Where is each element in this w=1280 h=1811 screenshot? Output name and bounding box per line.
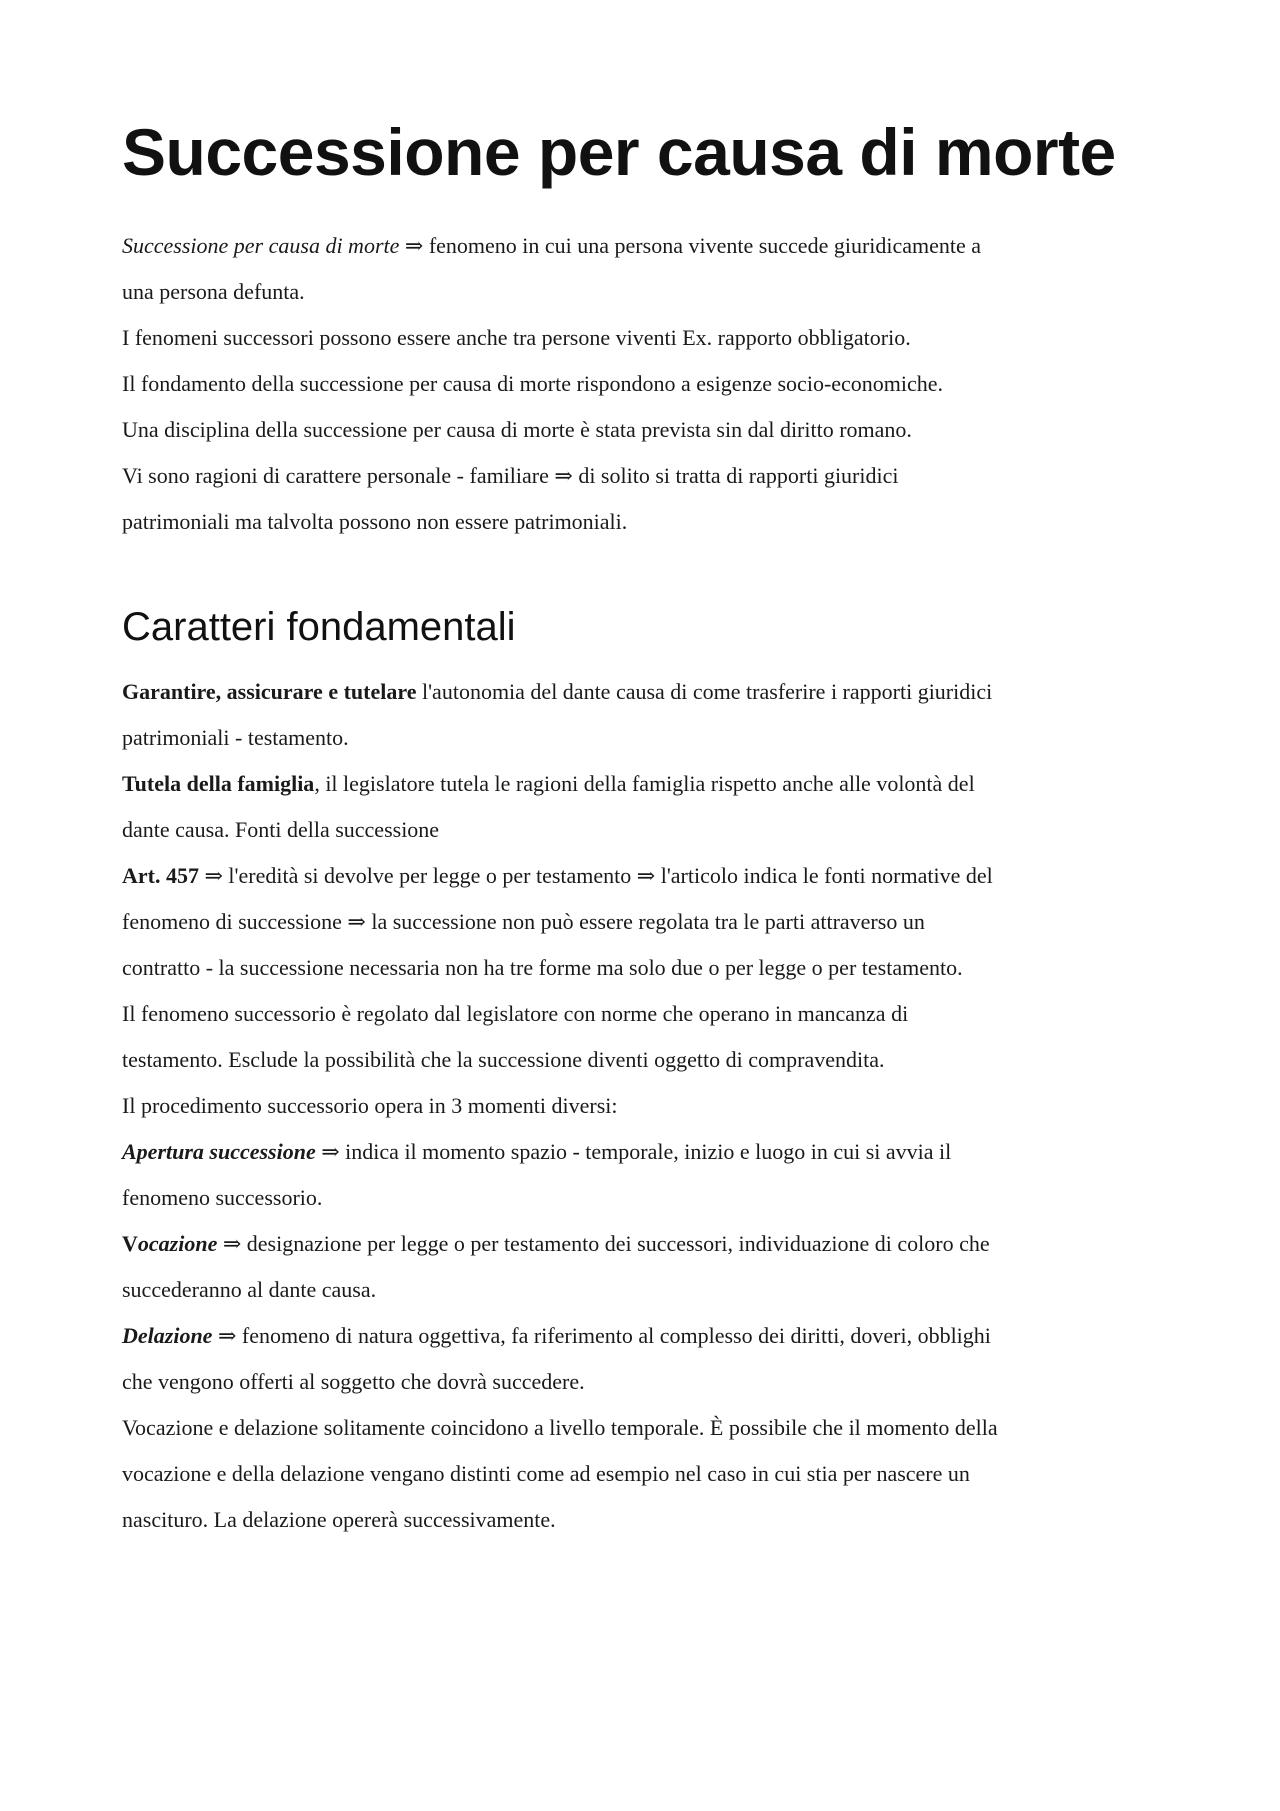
section-line: Il fenomeno successorio è regolato dal legislatore con norme che operano in mancanza di: [122, 1001, 909, 1027]
document-page: [122, 115, 1172, 1543]
section-line: Il procedimento successorio opera in 3 momenti diversi:: [122, 1093, 618, 1119]
section-line: succederanno al dante causa.: [122, 1277, 377, 1303]
intro-line: una persona defunta.: [122, 279, 305, 305]
section-body: [122, 669, 1172, 1543]
intro-section: [122, 223, 1172, 545]
term-bold-initial: V: [122, 1231, 138, 1257]
section-line: nascituro. La delazione opererà successivamente.: [122, 1507, 556, 1533]
section-line: fenomeno di successione ⇒ la successione non può essere regolata tra le parti attraverso un: [122, 909, 925, 935]
intro-line: I fenomeni successori possono essere anche tra persone viventi Ex. rapporto obbligatorio.: [122, 325, 911, 351]
section-line: Tutela della famiglia, il legislatore tutela le ragioni della famiglia rispetto anche alle volontà del: [122, 771, 975, 797]
term-bold: Garantire, assicurare e tutelare: [122, 679, 417, 705]
term-italic: Successione per causa di morte: [122, 233, 400, 259]
section-line: patrimoniali - testamento.: [122, 725, 349, 751]
intro-line: Successione per causa di morte ⇒ fenomeno in cui una persona vivente succede giuridicamente a: [122, 233, 982, 259]
section-line: Delazione ⇒ fenomeno di natura oggettiva, fa riferimento al complesso dei diritti, doveri, obblighi: [122, 1323, 991, 1349]
section-line: testamento. Esclude la possibilità che la successione diventi oggetto di compravendita.: [122, 1047, 885, 1073]
term-bold-italic: Delazione: [122, 1323, 213, 1349]
intro-line: Il fondamento della successione per causa di morte rispondono a esigenze socio-economiche.: [122, 371, 944, 397]
term-bold-italic: Apertura successione: [122, 1139, 316, 1165]
section-heading: Caratteri fondamentali: [122, 605, 516, 650]
section-line: che vengono offerti al soggetto che dovrà succedere.: [122, 1369, 585, 1395]
section-line: Art. 457 ⇒ l'eredità si devolve per legge o per testamento ⇒ l'articolo indica le fonti normative del: [122, 863, 993, 889]
section-line: fenomeno successorio.: [122, 1185, 323, 1211]
intro-line: patrimoniali ma talvolta possono non essere patrimoniali.: [122, 509, 628, 535]
section-line: contratto - la successione necessaria non ha tre forme ma solo due o per legge o per testamento.: [122, 955, 963, 981]
term-bold: Art. 457: [122, 863, 199, 889]
section-line: Apertura successione ⇒ indica il momento spazio - temporale, inizio e luogo in cui si avvia il: [122, 1139, 952, 1165]
term-bold: Tutela della famiglia: [122, 771, 315, 797]
term-bold-italic: ocazione: [137, 1231, 218, 1257]
page-title: Successione per causa di morte: [122, 115, 1116, 189]
intro-line: Vi sono ragioni di carattere personale - familiare ⇒ di solito si tratta di rapporti giuridici: [122, 463, 899, 489]
section-line: dante causa. Fonti della successione: [122, 817, 440, 843]
section-line: Vocazione e delazione solitamente coincidono a livello temporale. È possibile che il momento della: [122, 1415, 998, 1441]
intro-line: Una disciplina della successione per causa di morte è stata prevista sin dal diritto romano.: [122, 417, 912, 443]
section-line: Garantire, assicurare e tutelare l'autonomia del dante causa di come trasferire i rapporti giuridici: [122, 679, 993, 705]
section-line: Vocazione ⇒ designazione per legge o per testamento dei successori, individuazione di coloro che: [122, 1231, 990, 1257]
section-line: vocazione e della delazione vengano distinti come ad esempio nel caso in cui stia per nascere un: [122, 1461, 970, 1487]
